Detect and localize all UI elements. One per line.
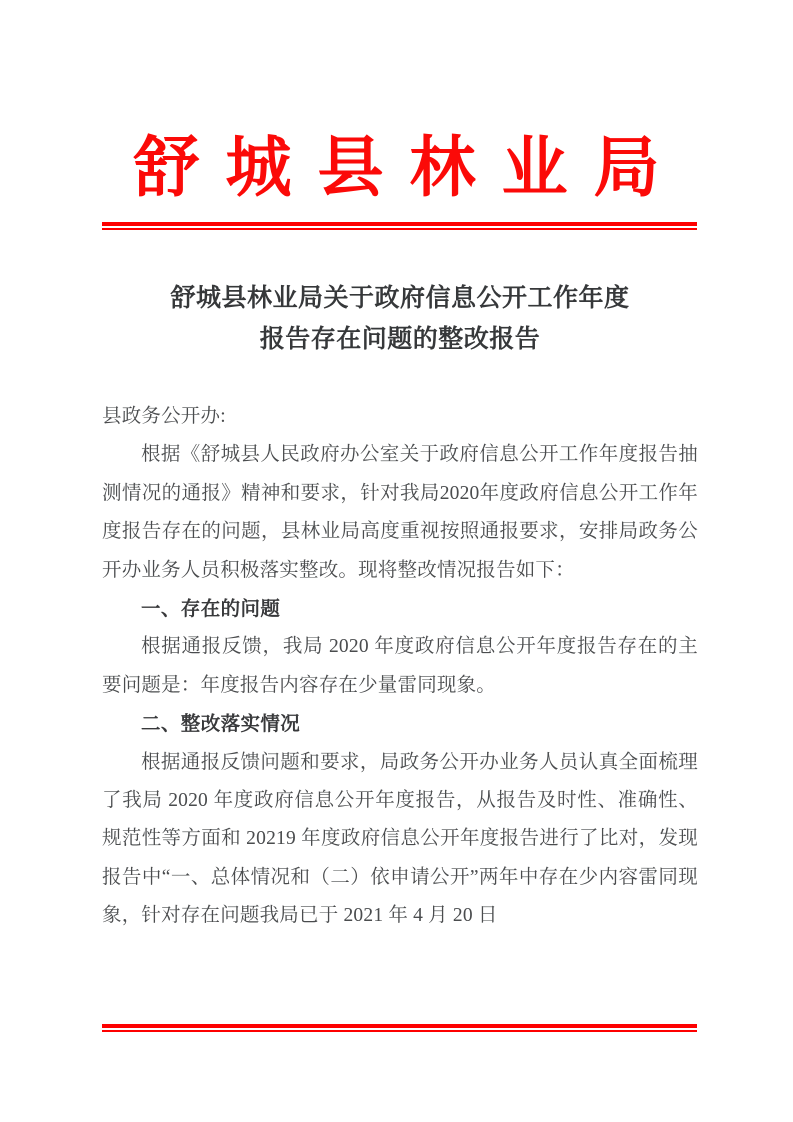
section-2-paragraph: 根据通报反馈问题和要求，局政务公开办业务人员认真全面梳理了我局 2020 年度政府信息公开年度报告，从报告及时性、准确性、规范性等方面和 20219 年度政府信息公开年度报告进行了比对，发现报告中“一、总体情况和（二）依申请公开”两年中存在少内容雷同现象，针对存在问题我局已于 2021 年 4 月 20 日 bbox=[102, 751, 698, 927]
salutation: 县政务公开办: bbox=[102, 406, 226, 427]
letterhead bbox=[0, 126, 793, 212]
section-heading-2: 二、整改落实情况 bbox=[141, 713, 301, 736]
section-heading-1: 一、存在的问题 bbox=[141, 598, 281, 621]
letterhead-title: 舒城县林业局 bbox=[133, 132, 686, 205]
header-divider-rule bbox=[102, 222, 697, 230]
intro-paragraph: 根据《舒城县人民政府办公室关于政府信息公开工作年度报告抽测情况的通报》精神和要求，针对我局2020年度政府信息公开工作年度报告存在的问题，县林业局高度重视按照通报要求，安排局政务公开办业务人员积极落实整改。现将整改情况报告如下： bbox=[102, 444, 698, 581]
document-title bbox=[100, 278, 700, 360]
footer-divider-rule bbox=[102, 1024, 697, 1032]
header-rule-thin bbox=[102, 228, 697, 230]
document-body bbox=[102, 398, 698, 936]
document-title-line-1: 舒城县林业局关于政府信息公开工作年度 bbox=[170, 285, 630, 312]
document-title-line-2: 报告存在问题的整改报告 bbox=[259, 326, 541, 353]
section-1-paragraph: 根据通报反馈，我局 2020 年度政府信息公开年度报告存在的主要问题是：年度报告内容存在少量雷同现象。 bbox=[102, 636, 698, 696]
footer-rule-thin bbox=[102, 1030, 697, 1032]
